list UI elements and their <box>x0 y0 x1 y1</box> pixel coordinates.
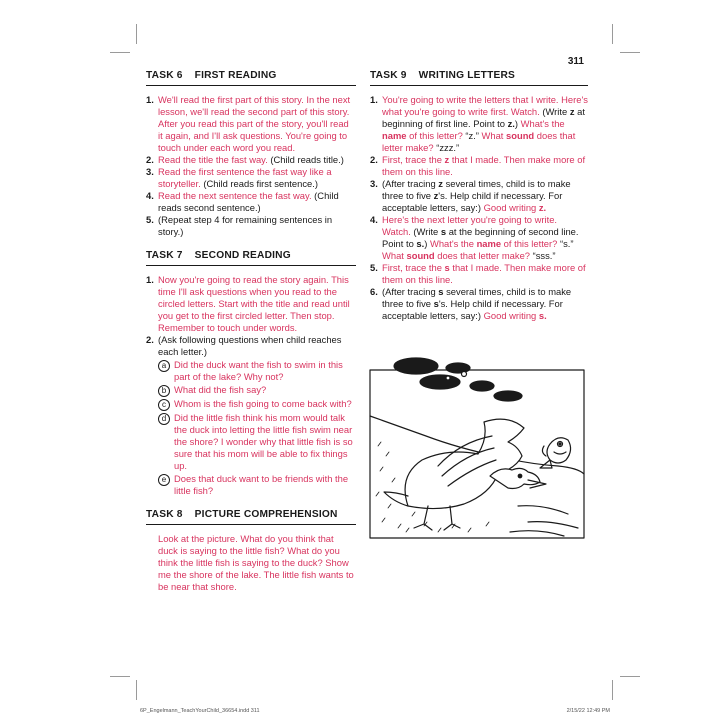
crop-mark <box>136 24 137 44</box>
question-d: d Did the little fish think his mom would talk the duck into letting the little fish swim near the shore? I wonder why that little fish is so sure that his mom will be able to fix things up. <box>158 412 356 472</box>
list-item: 3. Read the first sentence the fast way like a storyteller. (Child reads first sentence.) <box>146 166 332 189</box>
question-c: c Whom is the fish going to come back with? <box>158 398 356 411</box>
left-column <box>146 70 356 593</box>
list-item: 1. We'll read the first part of this story. In the next lesson, we'll read the second part of this story. After you read this part of the story, you'll read it again, and I'll ask questions. You're going to touch under each word you read. <box>146 94 351 153</box>
task-label: TASK 7 <box>146 250 183 261</box>
right-column <box>370 70 588 322</box>
task-6-heading <box>146 70 356 86</box>
list-item: 3. (After tracing z several times, child is to make three to five z's. Help child if necessary. For acceptable letters, say:) Good writing z. <box>370 178 571 213</box>
list-item: 2. (Ask following questions when child reaches each letter.) a Did the duck want the fish to swim in this part of the lake? Why not? b What did the fish say? c Whom is the fish going to come back with? d Did the little fish think his mom would talk the duck into letting the little fish swim near the shore? I wonder why that little fish is so sure that his mom will be able to fix things up. e Does that duck want to be friends with the little fish? <box>146 334 356 497</box>
task-8-text: Look at the picture. What do you think that duck is saying to the little fish? What do you think the little fish is saying to the duck? Show me the shore of the lake. The little fish wants to be near that shore. <box>158 533 354 592</box>
list-item: 5. First, trace the s that I made. Then make more of them on this line. <box>370 262 586 285</box>
task-9-steps <box>370 94 588 322</box>
page-number: 311 <box>567 56 584 67</box>
task-title: WRITING LETTERS <box>418 70 516 81</box>
footer-file-info: 6P_Engelmann_TeachYourChild_36654.indd 311 <box>140 708 260 714</box>
list-item: 2. Read the title the fast way. (Child reads title.) <box>146 154 344 165</box>
duck <box>384 419 546 530</box>
circled-letter: b <box>158 385 170 397</box>
crop-mark <box>620 676 640 677</box>
list-item: 4. Read the next sentence the fast way. (Child reads second sentence.) <box>146 190 339 213</box>
lily-pads <box>394 358 522 401</box>
list-item: 2. First, trace the z that I made. Then make more of them on this line. <box>370 154 586 177</box>
crop-mark <box>110 676 130 677</box>
task-title: PICTURE COMPREHENSION <box>194 509 338 520</box>
circled-letter: c <box>158 399 170 411</box>
list-item: 6. (After tracing s several times, child is to make three to five s's. Help child if necessary. For acceptable letters, say:) Good writing s. <box>370 286 572 321</box>
task-6-steps <box>146 94 356 238</box>
crop-mark <box>612 680 613 700</box>
crop-mark <box>136 680 137 700</box>
list-item: 1. Now you're going to read the story again. This time I'll ask questions when you read to the circled letters. Start with the title and read until you get to the first circled letter. Then stop. Remember to touch under words. <box>146 274 350 333</box>
circled-letter: e <box>158 474 170 486</box>
task-title: FIRST READING <box>194 70 277 81</box>
crop-mark <box>612 24 613 44</box>
task-title: SECOND READING <box>194 250 291 261</box>
list-item: 5. (Repeat step 4 for remaining sentences in story.) <box>146 214 333 237</box>
circled-letter: d <box>158 413 170 425</box>
question-b: b What did the fish say? <box>158 384 356 397</box>
question-a: a Did the duck want the fish to swim in this part of the lake? Why not? <box>158 359 356 383</box>
story-illustration <box>368 356 586 540</box>
water-ripples <box>510 506 578 536</box>
task-label: TASK 8 <box>146 509 183 520</box>
crop-mark <box>620 52 640 53</box>
task-7-heading <box>146 250 356 266</box>
task-8-heading <box>146 509 356 525</box>
list-item: 1. You're going to write the letters that I write. Here's what you're going to write first. Watch. (Write z at beginning of first line. Point to z.) What's the name of this letter? “z.” What sound does that letter make? “zzz.” <box>370 94 588 153</box>
task-label: TASK 6 <box>146 70 183 81</box>
little-fish <box>540 438 571 468</box>
list-item: 4. Here's the next letter you're going to write. Watch. (Write s at the beginning of second line. Point to s.) What's the name of this letter? “s.” What sound does that letter make? “sss.” <box>370 214 579 261</box>
task-label: TASK 9 <box>370 70 407 81</box>
footer-timestamp: 2/15/22 12:49 PM <box>566 708 610 714</box>
circled-letter: a <box>158 360 170 372</box>
crop-mark <box>110 52 130 53</box>
task-7-steps <box>146 274 356 497</box>
question-e: e Does that duck want to be friends with the little fish? <box>158 473 356 497</box>
task-9-heading <box>370 70 588 86</box>
